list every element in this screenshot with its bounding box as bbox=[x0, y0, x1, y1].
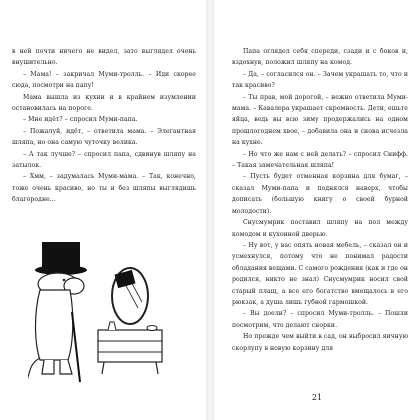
paragraph: Папа оглядел себя спереди, сзади и с боков и, вздохнув, положил шляпу на комод. bbox=[232, 48, 408, 67]
paragraph: – Пусть будет отменная корзина для бумаг, – сказал Муми-папа и поднялся наверх, чтобы дописать (большую книгу о своей бурной молодости). bbox=[232, 173, 408, 215]
paragraph: – А так лучше? – спросил папа, сдвинув шляпу на затылок. bbox=[12, 150, 196, 170]
right-page-text bbox=[232, 46, 408, 354]
left-page bbox=[0, 0, 206, 420]
paragraph: Снусмумрик поставил шляпу на пол между комодом и кухонной дверью. bbox=[232, 219, 408, 238]
paragraph: – Но что же нам с ней делать? – спросил Снифф. – Такая замечательная шляпа! bbox=[232, 150, 408, 170]
paragraph: – Да, – согласился он. – Зачем украшать то, что и так красиво? bbox=[232, 70, 408, 90]
paragraph: Но прежде чем выйти в сад, он выбросил яичную скорлупу в новую корзину для bbox=[232, 333, 408, 352]
left-page-text bbox=[12, 46, 196, 206]
paragraph: – Вы доели? – спросил Муми-тролль. – Пошли посмотрим, что делают снорки. bbox=[232, 310, 408, 329]
paragraph: Мама вышла из кухни и в крайнем изумлении остановилась на пороге. bbox=[12, 93, 196, 113]
paragraph: – Мама! – закричал Муми-тролль. – Иди скорее сюда, посмотри на папу! bbox=[12, 70, 196, 90]
paragraph: – Ну вот, у вас опять новая мебель, – сказал он и усмехнулся, потому что не понимал радости обладания вещами. С самого рождения (как и где он родился, никто не знал) Снусмумрик носил свой старый плащ, а все его богатство вмещалось в его рюкзак, а душа лишь губной гармошкой. bbox=[232, 241, 408, 306]
paragraph: – Ты прав, мой дорогой, – нежно ответила Муми-мама. – Кавалера украшает скромность. Дети, ешьте яйца, ведь вы всю зиму продержались на одном прошлогоднем хвое, – добавила она и снова исчезла на кухне. bbox=[232, 93, 408, 147]
book-gutter bbox=[206, 0, 214, 420]
paragraph: – Мне идёт? – спросил Муми-папа. bbox=[23, 116, 138, 124]
moominpappa-illustration bbox=[28, 242, 178, 392]
page-number: 21 bbox=[311, 393, 323, 402]
right-page bbox=[214, 0, 420, 420]
paragraph: в ней почти ничего не видел, зато выглядел очень внушительно. bbox=[12, 48, 196, 67]
paragraph: – Пожалуй, идёт, – ответила мама. – Элегантная шляпа, но она самую чуточку велика. bbox=[12, 127, 196, 147]
paragraph: – Хмм, – задумалась Муми-мама. – Так, конечно, тоже очень красиво, но ты и без шляпы выглядишь благородне... bbox=[12, 173, 196, 204]
